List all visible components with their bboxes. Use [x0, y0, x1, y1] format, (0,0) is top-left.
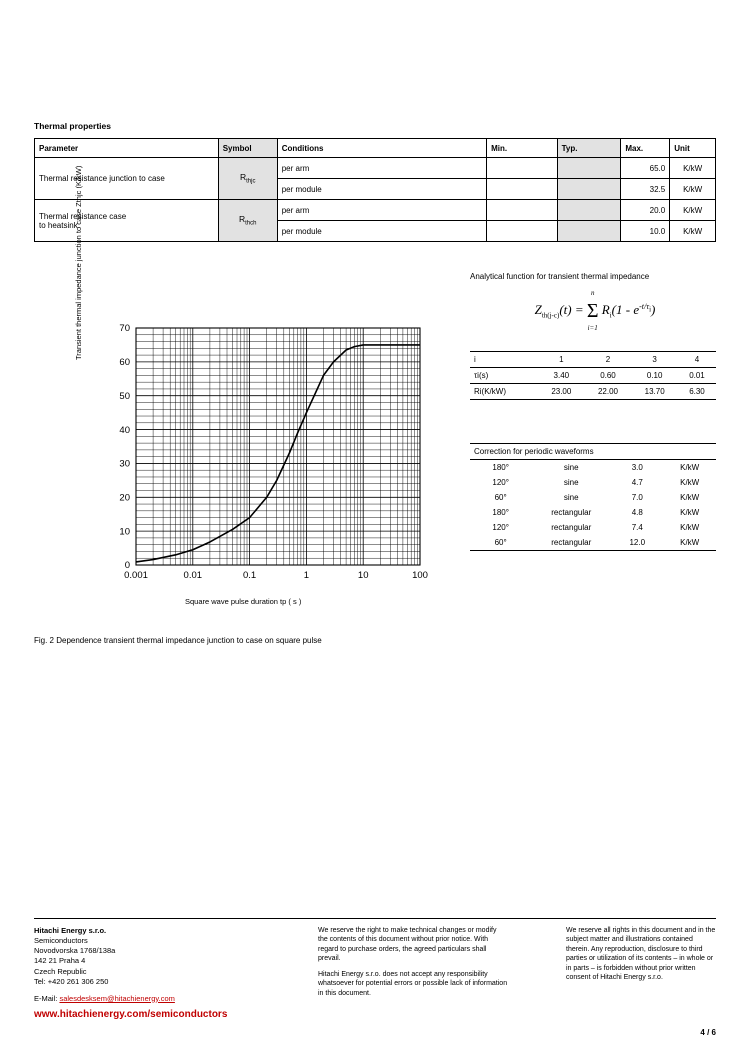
- cell-min: [487, 221, 558, 242]
- cell-angle: 180°: [492, 508, 509, 517]
- thermal-properties-table: [34, 138, 716, 242]
- footer-mail-line: [34, 994, 294, 1004]
- row-label-r: Ri(K/kW): [470, 384, 538, 400]
- footer-company-name: Hitachi Energy s.r.o.: [34, 926, 107, 935]
- cell-unit: K/kW: [680, 493, 700, 502]
- chart-svg: [80, 320, 430, 595]
- cell-unit: K/kW: [680, 523, 700, 532]
- cell-typ: [557, 158, 621, 179]
- svg-text:10: 10: [357, 570, 369, 581]
- summation-symbol: Σ n i=1: [586, 289, 599, 332]
- cell-value: 7.0: [631, 493, 643, 502]
- footer-disclaimer-left: [318, 926, 508, 1004]
- table-row: [35, 158, 716, 179]
- correction-table-header: [470, 444, 716, 460]
- header-unit: Unit: [670, 139, 716, 158]
- cell-angle: 60°: [494, 493, 507, 502]
- parameter-line1: Thermal resistance case: [39, 211, 127, 221]
- footer-divider: [34, 918, 716, 919]
- formula-r: R: [601, 302, 610, 318]
- table-header-row: [35, 139, 716, 158]
- chart-y-axis-label: Transient thermal impedance junction to case Zthjc (K/kW): [74, 165, 83, 360]
- footer-disclaimer-right: [566, 926, 718, 989]
- svg-text:0: 0: [124, 560, 130, 572]
- header-parameter: Parameter: [35, 139, 219, 158]
- formula-rest: (1 - e: [611, 302, 640, 318]
- cell-i-4: 4: [678, 352, 716, 368]
- cell-tau-2: 0.60: [585, 368, 632, 384]
- row-label-i: i: [470, 352, 538, 368]
- cell-r-4: 6.30: [678, 384, 716, 400]
- table-row: [470, 460, 716, 476]
- table-row-i: [470, 352, 716, 368]
- cell-typ: [557, 179, 621, 200]
- cell-condition: per module: [277, 221, 486, 242]
- cell-value: 4.8: [631, 508, 643, 517]
- cell-waveform: rectangular: [551, 523, 592, 532]
- footer-phone: Tel: +420 261 306 250: [34, 976, 109, 986]
- cell-unit: K/kW: [670, 158, 716, 179]
- footer-address-line-1: Semiconductors: [34, 936, 88, 946]
- sum-upper-limit: n: [590, 289, 595, 297]
- cell-angle: 120°: [492, 523, 509, 532]
- table-row: [470, 535, 716, 551]
- cell-max: 20.0: [621, 200, 670, 221]
- cell-angle: 180°: [492, 463, 509, 472]
- formula-z-sub: th(j-c): [541, 312, 560, 321]
- symbol-main: R: [239, 172, 247, 183]
- cell-r-3: 13.70: [631, 384, 678, 400]
- cell-i-2: 2: [585, 352, 632, 368]
- correction-title: Correction for periodic waveforms: [470, 444, 716, 460]
- cell-angle: 120°: [492, 478, 509, 487]
- svg-text:0.01: 0.01: [183, 570, 203, 581]
- formula-exponent-sub: i: [649, 305, 652, 314]
- disclaimer-paragraph-2: Hitachi Energy s.r.o. does not accept any responsibility whatsoever for potential errors or possible lack of information in this document.: [318, 970, 508, 997]
- cell-waveform: sine: [563, 463, 579, 472]
- cell-unit: K/kW: [670, 200, 716, 221]
- svg-text:0.1: 0.1: [242, 570, 257, 581]
- svg-text:30: 30: [119, 458, 130, 470]
- header-max: Max.: [621, 139, 670, 158]
- cell-waveform: sine: [563, 493, 579, 502]
- header-typ: Typ.: [557, 139, 621, 158]
- cell-typ: [557, 200, 621, 221]
- formula-arg: (t) =: [559, 302, 584, 318]
- svg-text:50: 50: [119, 390, 130, 402]
- cell-i-3: 3: [631, 352, 678, 368]
- footer-address-line-4: Czech Republic: [34, 966, 87, 976]
- svg-text:40: 40: [119, 424, 130, 436]
- cell-min: [487, 179, 558, 200]
- formula-closing: ): [651, 302, 656, 318]
- cell-value: 12.0: [611, 535, 663, 551]
- formula-rhs: [601, 302, 656, 321]
- cell-unit: K/kW: [670, 221, 716, 242]
- formula-exponent-text: -t/τ: [639, 302, 650, 312]
- svg-text:20: 20: [119, 492, 130, 504]
- symbol-sub: thjc: [246, 178, 256, 185]
- sum-lower-limit: i=1: [587, 324, 598, 332]
- thermal-properties-title: Thermal properties: [34, 121, 111, 131]
- formula-lhs: [534, 302, 584, 321]
- table-row: [470, 520, 716, 535]
- svg-text:0.001: 0.001: [124, 570, 148, 581]
- cell-unit: K/kW: [680, 463, 700, 472]
- cell-waveform: sine: [563, 478, 579, 487]
- formula-z: Z: [534, 302, 542, 318]
- cell-symbol: [218, 200, 277, 242]
- cell-i-1: 1: [538, 352, 585, 368]
- chart-x-axis-label: Square wave pulse duration tp ( s ): [185, 597, 302, 606]
- table-row: [470, 475, 716, 490]
- table-row: [470, 505, 716, 520]
- header-symbol: Symbol: [218, 139, 277, 158]
- cell-max: 32.5: [621, 179, 670, 200]
- cell-value: 3.0: [631, 463, 643, 472]
- table-row: [470, 490, 716, 505]
- cell-unit: K/kW: [680, 508, 700, 517]
- footer-mail-label: E-Mail:: [34, 993, 58, 1003]
- cell-unit: K/kW: [680, 478, 700, 487]
- parameter-line2: to heatsink: [39, 220, 78, 230]
- cell-min: [487, 158, 558, 179]
- cell-r-2: 22.00: [585, 384, 632, 400]
- cell-value: 7.4: [631, 523, 643, 532]
- correction-table: [470, 443, 716, 551]
- footer-company-block: [34, 926, 294, 1021]
- disclaimer-paragraph-1: We reserve the right to make technical changes or modify the contents of this document without prior notice. With regard to purchase orders, the agreed particulars shall prevail.: [318, 927, 497, 963]
- page-number: 4 / 6: [700, 1028, 716, 1037]
- cell-tau-3: 0.10: [631, 368, 678, 384]
- cell-unit: K/kW: [663, 535, 716, 551]
- footer-email-link[interactable]: salesdesksem@hitachienergy.com: [59, 993, 175, 1003]
- footer-address-line-3: 142 21 Praha 4: [34, 956, 86, 966]
- figure-caption: Fig. 2 Dependence transient thermal impedance junction to case on square pulse: [34, 636, 322, 645]
- svg-text:100: 100: [412, 570, 428, 581]
- formula-exponent: [639, 302, 652, 314]
- footer-address-line-2: Novodvorska 1768/138a: [34, 946, 116, 956]
- disclaimer-paragraph-3: We reserve all rights in this document and in the subject matter and illustrations contained therein. Any reproduction, disclosure to third parties or utilization of its contents – in whole or in parts – is forbidden without prior written consent of Hitachi Energy s.r.o.: [566, 927, 716, 982]
- svg-text:10: 10: [119, 526, 130, 538]
- table-row-tau: [470, 368, 716, 384]
- cell-parameter: [35, 200, 219, 242]
- svg-text:70: 70: [119, 323, 130, 335]
- row-label-tau: τi(s): [470, 368, 538, 384]
- svg-text:60: 60: [119, 357, 130, 369]
- footer-website-link[interactable]: www.hitachienergy.com/semiconductors: [34, 1008, 228, 1020]
- cell-angle: 60°: [470, 535, 531, 551]
- cell-condition: per arm: [277, 158, 486, 179]
- analytical-function-title: Analytical function for transient thermal impedance: [470, 272, 650, 281]
- cell-max: 10.0: [621, 221, 670, 242]
- cell-min: [487, 200, 558, 221]
- cell-unit: K/kW: [670, 179, 716, 200]
- cell-max: 65.0: [621, 158, 670, 179]
- cell-waveform: rectangular: [531, 535, 611, 551]
- table-row-r: [470, 384, 716, 400]
- cell-typ: [557, 221, 621, 242]
- cell-tau-1: 3.40: [538, 368, 585, 384]
- symbol-main: R: [238, 214, 246, 225]
- cell-symbol: [218, 158, 277, 200]
- header-min: Min.: [487, 139, 558, 158]
- cell-r-1: 23.00: [538, 384, 585, 400]
- formula-r-sub: i: [609, 312, 612, 321]
- symbol-sub: thch: [245, 220, 257, 227]
- svg-text:1: 1: [303, 570, 310, 581]
- cell-waveform: rectangular: [551, 508, 592, 517]
- cell-tau-4: 0.01: [678, 368, 716, 384]
- cell-value: 4.7: [631, 478, 643, 487]
- header-conditions: Conditions: [277, 139, 486, 158]
- cell-condition: per module: [277, 179, 486, 200]
- cell-condition: per arm: [277, 200, 486, 221]
- table-row: [35, 200, 716, 221]
- analytical-formula: [470, 289, 720, 332]
- cell-parameter: Thermal resistance junction to case: [35, 158, 219, 200]
- tau-resistance-table: [470, 351, 716, 400]
